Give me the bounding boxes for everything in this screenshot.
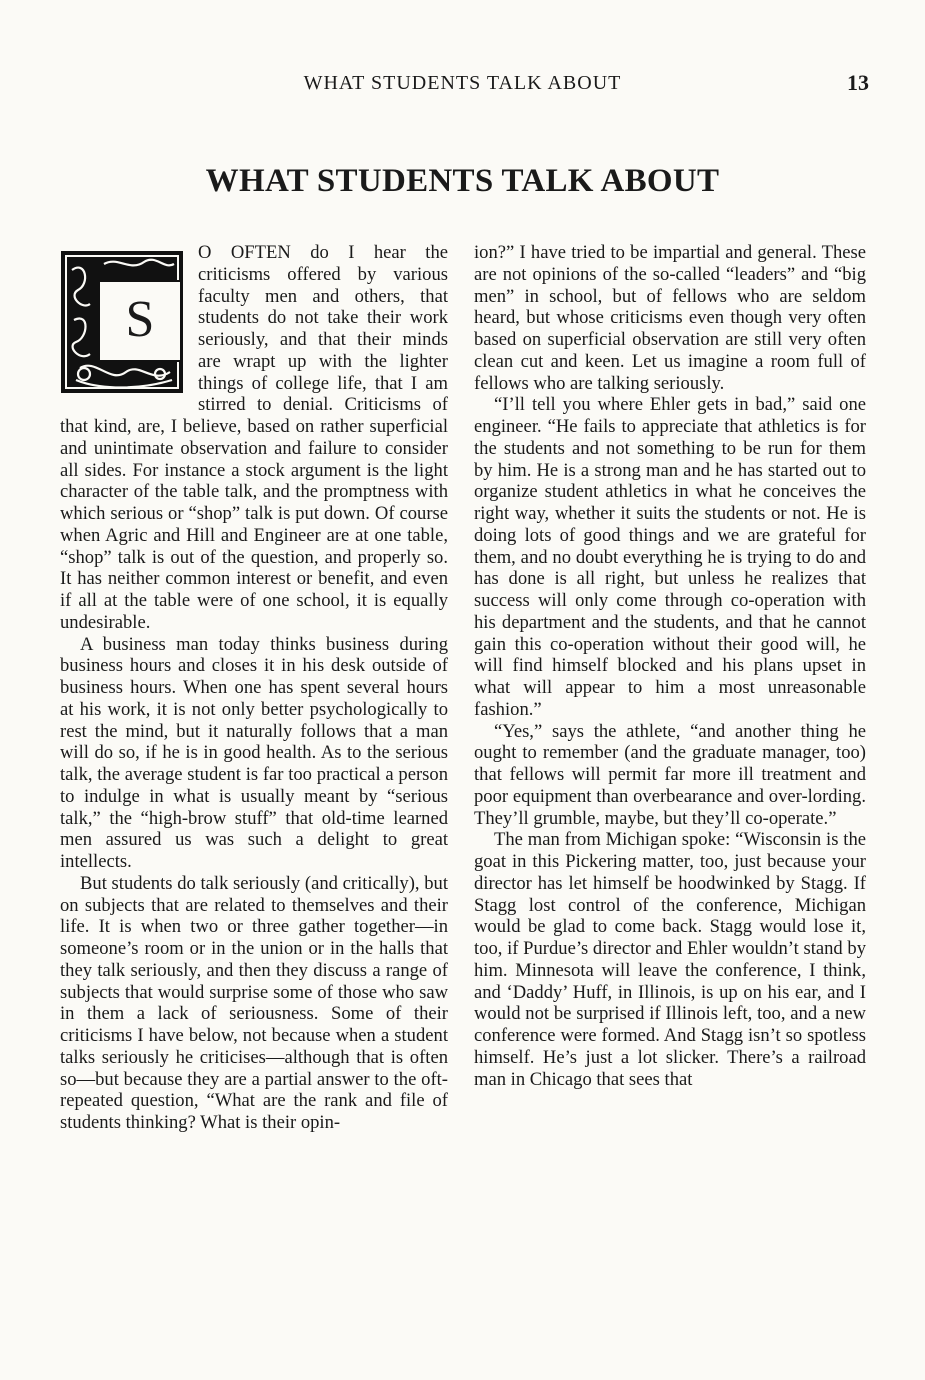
left-paragraph-1-text: O OFTEN do I hear the criticisms offered by various faculty men and others, that students do not take their work seriously, and that their minds are wrapt up with the lighter things of college life, that I am stirred to denial. Criticisms of that kind, are, I believe, based on rather superficial and unintimate observation and failure to consider all sides. For instance a stock argument is the light character of the table talk, and the promptness with which serious or “shop” talk is put down. Of course when Agric and Hill and Engineer are at one table, “shop” talk is out of the question, and properly so. It has neither common interest or benefit, and even if all at the table were of one school, it is equally undesirable. [60, 242, 448, 633]
right-paragraph-2: “I’ll tell you where Ehler gets in bad,” said one engineer. “He fails to appreciate that athletics is for the students and not something to be run for them by him. He is a strong man and he has started out to organize student athletics in what he conceives the right way, whether it suits the students or not. He is doing lots of good things and we are grateful for them, and no doubt everything he is trying to do and has done is all right, but unless he realizes that success will only come through co-operation with his department and the students, and that he cannot gain this co-operation without their good will, he will find himself blocked and his plans upset in what will appear to him a most unreasonable fashion.” [474, 394, 866, 720]
right-paragraph-1: ion?” I have tried to be impartial and general. These are not opinions of the so-called “leaders” and “big men” in school, but of fellows who are seldom heard, but whose criticisms even though very often based on superficial observation are still very often clean cut and keen. Let us imagine a room full of fellows who are talking seriously. [474, 242, 866, 394]
left-paragraph-3: But students do talk seriously (and critically), but on subjects that are related to themselves and their life. It is when two or three gather together—in someone’s room or in the union or in the halls that they talk seriously, and then they discuss a range of subjects that would surprise some of those who saw in them a lack of seriousness. Some of their criticisms I have below, not because when a student talks seriously he criticises—although that is often so—but because they are a partial answer to the oft-repeated question, “What are the rank and file of students thinking? What is their opin- [60, 872, 448, 1133]
right-paragraph-3: “Yes,” says the athlete, “and another thing he ought to remember (and the graduate manager, too) that fellows will permit far more ill treatment and poor equipment than overbearance and over-lording. They’ll grumble, maybe, but they’ll co-operate.” [474, 720, 866, 829]
running-header [0, 70, 925, 100]
left-column [60, 242, 448, 1134]
left-paragraph-2: A business man today thinks business during business hours and closes it in his desk outside of business hours. When one has spent several hours at his work, it is not only better psychologically to rest the mind, but it naturally follows that a man will do so, if he is in good health. As to the serious talk, the average student is far too practical a person to indulge in what is usually meant by “serious talk,” the “high-brow stuff” that old-time learned men assured us was such a delight to great intellects. [60, 633, 448, 872]
page-number: 13 [847, 70, 869, 95]
left-paragraph-1 [60, 242, 448, 634]
drop-cap-letter: S [98, 280, 182, 362]
right-paragraph-4: The man from Michigan spoke: “Wisconsin is the goat in this Pickering matter, too, just because your director has let himself be hoodwinked by Stagg. If Stagg lost control of the conference, Michigan would be glad to come back. Stagg would lose it, too, if Purdue’s director and Ehler wouldn’t stand by him. Minnesota will leave the conference, I think, and ‘Daddy’ Huff, in Illinois, is up on his ear, and I would not be surprised if Illinois left, too, and a new conference were formed. And Stagg isn’t so spotless himself. He’s just a lot slicker. There’s a railroad man in Chicago that sees that [474, 829, 866, 1090]
article-title: WHAT STUDENTS TALK ABOUT [205, 163, 720, 199]
running-title: WHAT STUDENTS TALK ABOUT [303, 72, 622, 94]
right-column [474, 242, 866, 1090]
drop-cap [60, 250, 184, 394]
